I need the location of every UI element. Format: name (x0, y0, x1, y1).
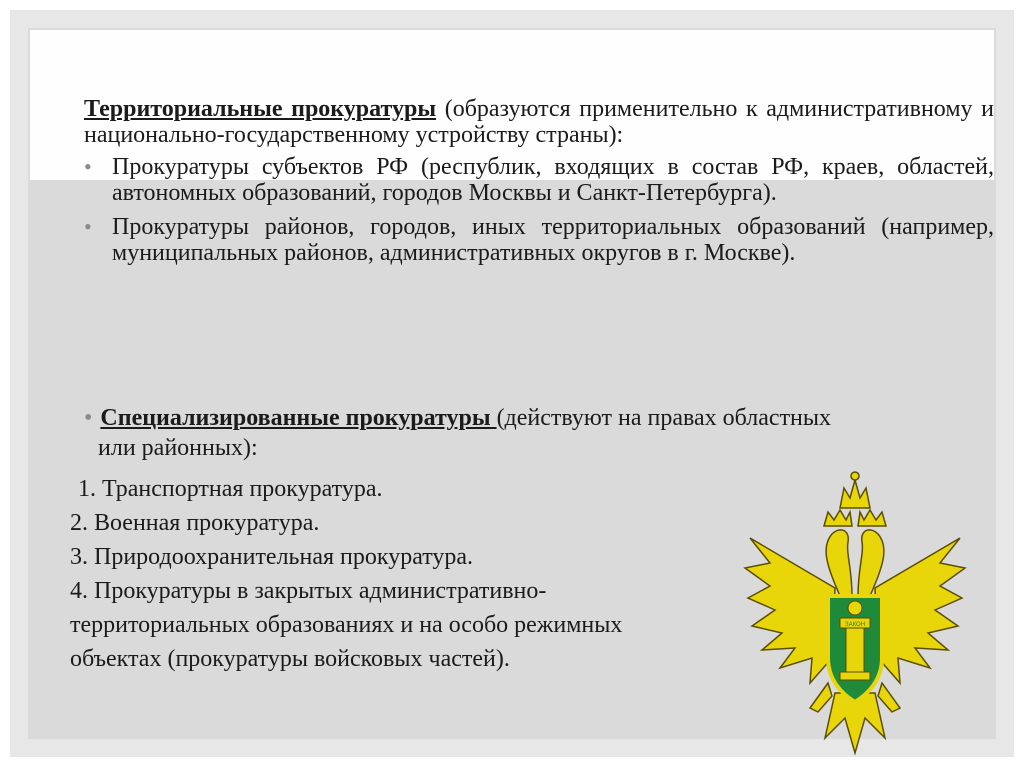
content-block (84, 96, 994, 274)
prosecutor-emblem-icon (740, 468, 970, 758)
emblem-shield-label: ЗАКОН (844, 622, 866, 628)
special-heading: Специализированные прокуратуры (100, 405, 497, 431)
list-item: объектах (прокуратуры войсковых частей). (70, 646, 510, 672)
bullet-icon: • (84, 405, 93, 431)
intro-text: (образуются применительно к административному и национально-государственному устройству страны): (84, 96, 995, 148)
bullet-text: Прокуратуры районов, городов, иных территориальных образований (например, муниципальных районов, административных округов в г. Москве). (112, 214, 994, 266)
special-prosecutors-item (84, 403, 994, 463)
bullet-item (84, 214, 994, 266)
intro-paragraph (84, 96, 994, 148)
numbered-list (70, 472, 750, 676)
bullet-text: Прокуратуры субъектов РФ (республик, входящих в состав РФ, краев, областей, автономных образований, городов Москвы и Санкт-Петербурга). (112, 154, 994, 206)
bullet-item (84, 154, 994, 206)
list-item: 2. Военная прокуратура. (70, 510, 320, 536)
intro-heading: Территориальные прокуратуры (84, 96, 437, 122)
list-item: 1. Транспортная прокуратура. (78, 476, 383, 502)
list-item: территориальных образованиях и на особо режимных (70, 612, 623, 638)
list-item: 3. Природоохранительная прокуратура. (70, 544, 474, 570)
list-item: 4. Прокуратуры в закрытых административно- (70, 578, 547, 604)
bullet-icon: • (84, 154, 92, 179)
special-text: (действуют на правах областных (496, 405, 832, 431)
bullet-icon: • (84, 214, 92, 239)
special-continuation: или районных): (98, 435, 258, 461)
